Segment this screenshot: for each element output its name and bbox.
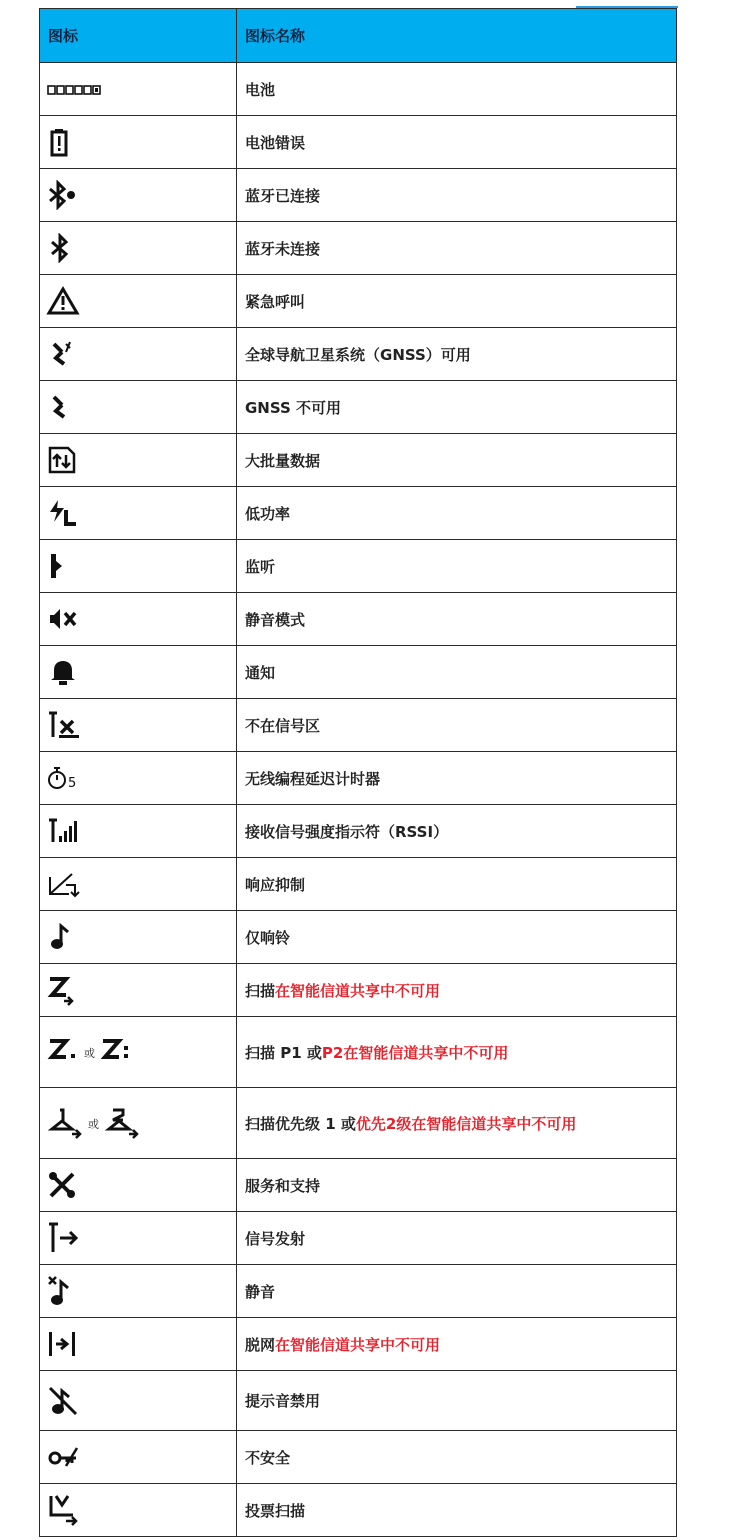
rssi-icon <box>46 816 82 846</box>
row-label: 全球导航卫星系统（GNSS）可用 <box>237 328 677 381</box>
table-row <box>40 1088 677 1159</box>
table-row <box>40 116 677 169</box>
table-row <box>40 63 677 116</box>
table-row <box>40 540 677 593</box>
row-label: 通知 <box>237 646 677 699</box>
table-row <box>40 1159 677 1212</box>
table-row <box>40 911 677 964</box>
row-note: 在智能信道共享中不可用 <box>275 981 441 1000</box>
ring-only-icon <box>46 922 76 952</box>
row-label: 电池错误 <box>237 116 677 169</box>
row-label: 信号发射 <box>237 1212 677 1265</box>
scan-priority-2-icon <box>103 1107 141 1139</box>
monitor-icon <box>46 551 70 581</box>
out-of-range-icon <box>46 710 82 740</box>
talkaround-icon <box>46 1329 78 1359</box>
row-label: 静音模式 <box>237 593 677 646</box>
table-row <box>40 964 677 1017</box>
table-row <box>40 275 677 328</box>
row-note: 优先2级在智能信道共享中不可用 <box>355 1114 577 1133</box>
or-separator: 或 <box>88 1117 99 1131</box>
table-row <box>40 593 677 646</box>
row-label: 不在信号区 <box>237 699 677 752</box>
mute-icon <box>46 1274 78 1308</box>
bluetooth-connected-icon <box>46 180 80 210</box>
row-label: 静音 <box>237 1265 677 1318</box>
row-label: GNSS 不可用 <box>237 381 677 434</box>
table-row <box>40 1265 677 1318</box>
row-label: 仅响铃 <box>237 911 677 964</box>
row-note: 在智能信道共享中不可用 <box>275 1335 441 1354</box>
transmit-icon <box>46 1221 82 1255</box>
table-header <box>40 9 677 63</box>
service-support-icon <box>46 1169 78 1201</box>
notification-bell-icon <box>46 657 80 687</box>
icon-legend-table <box>39 8 677 1537</box>
header-name-column: 图标名称 <box>237 9 677 63</box>
table-row <box>40 1431 677 1484</box>
table-row <box>40 381 677 434</box>
battery-error-icon <box>46 127 76 157</box>
scan-p1-icon <box>46 1036 80 1068</box>
bulk-data-icon <box>46 445 78 475</box>
table-row <box>40 805 677 858</box>
table-row <box>40 1318 677 1371</box>
tones-disabled-icon <box>46 1384 80 1418</box>
row-label: 提示音禁用 <box>237 1371 677 1431</box>
row-label: 服务和支持 <box>237 1159 677 1212</box>
gnss-available-icon <box>46 339 76 369</box>
row-label: 蓝牙未连接 <box>237 222 677 275</box>
table-row <box>40 169 677 222</box>
response-inhibit-icon <box>46 869 82 899</box>
table-row <box>40 1212 677 1265</box>
table-row <box>40 1017 677 1088</box>
row-label: 投票扫描 <box>237 1484 677 1537</box>
row-label: 蓝牙已连接 <box>237 169 677 222</box>
table-row <box>40 222 677 275</box>
row-note: P2在智能信道共享中不可用 <box>321 1043 509 1062</box>
row-label: 大批量数据 <box>237 434 677 487</box>
unsecure-icon <box>46 1442 82 1472</box>
table-row <box>40 328 677 381</box>
row-label: 扫描 P1 或 <box>245 1043 322 1062</box>
or-separator: 或 <box>84 1046 95 1060</box>
row-label: 不安全 <box>237 1431 677 1484</box>
table-row <box>40 434 677 487</box>
table-row <box>40 858 677 911</box>
table-row <box>40 1371 677 1431</box>
scan-p2-icon <box>99 1036 133 1068</box>
row-label: 响应抑制 <box>237 858 677 911</box>
ota-timer-icon <box>46 763 82 793</box>
row-label: 扫描优先级 1 或 <box>245 1114 356 1133</box>
gnss-unavailable-icon <box>46 392 76 422</box>
table-row <box>40 1484 677 1537</box>
row-label: 脱网 <box>245 1335 276 1354</box>
vote-scan-icon <box>46 1493 82 1527</box>
row-label: 低功率 <box>237 487 677 540</box>
row-label: 监听 <box>237 540 677 593</box>
row-label: 接收信号强度指示符（RSSI） <box>237 805 677 858</box>
table-row <box>40 646 677 699</box>
row-label: 电池 <box>237 63 677 116</box>
battery-icon <box>46 82 106 98</box>
table-row <box>40 752 677 805</box>
silent-mode-icon <box>46 604 80 634</box>
table-row <box>40 487 677 540</box>
table-row <box>40 699 677 752</box>
low-power-icon <box>46 498 80 528</box>
header-icon-column: 图标 <box>40 9 237 63</box>
bluetooth-disconnected-icon <box>46 233 76 263</box>
svg-text:5: 5 <box>68 776 77 791</box>
row-label: 无线编程延迟计时器 <box>237 752 677 805</box>
row-label: 紧急呼叫 <box>237 275 677 328</box>
row-label: 扫描 <box>245 981 276 1000</box>
scan-icon <box>46 974 78 1006</box>
scan-priority-1-icon <box>46 1107 84 1139</box>
emergency-warning-icon <box>46 286 80 316</box>
